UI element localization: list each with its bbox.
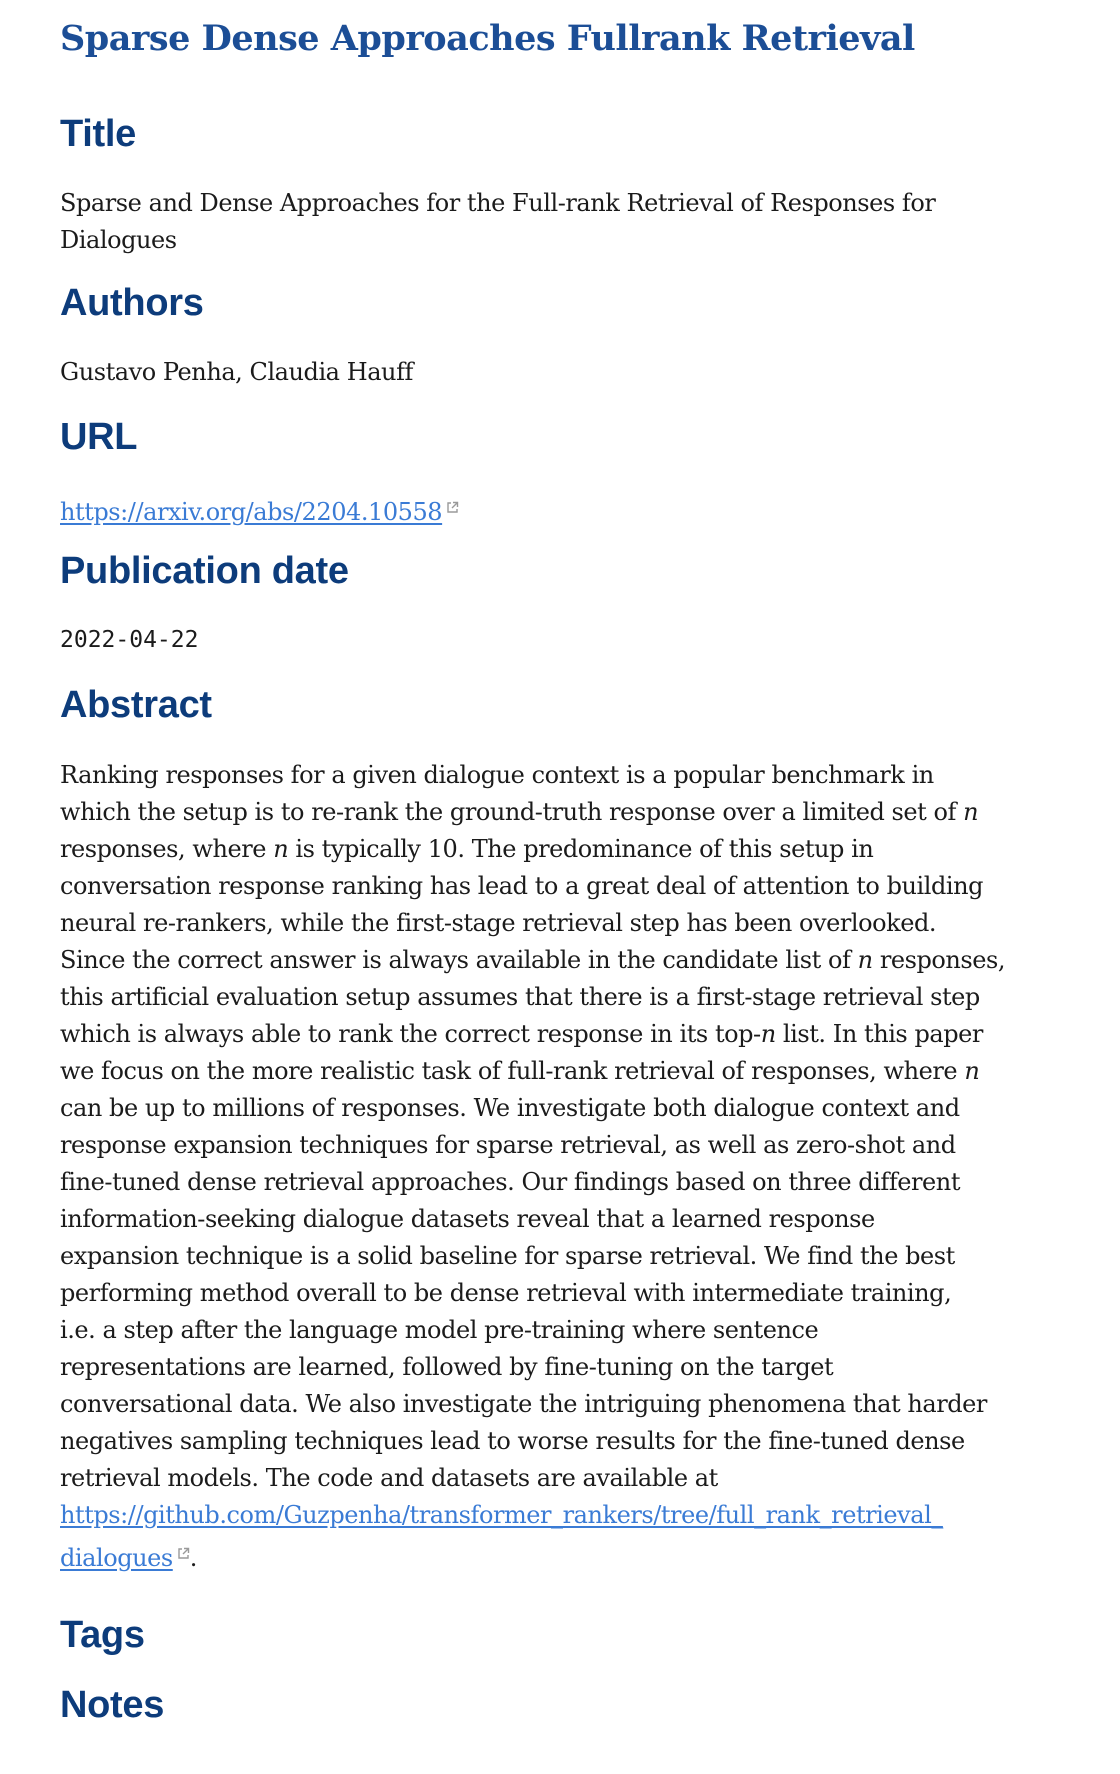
math-n: n [964, 1057, 980, 1085]
publication-date-value: 2022-04-22 [60, 627, 199, 653]
abstract-line: Since the correct answer is always available in the candidate list of n responses, [60, 946, 1006, 974]
tags-heading: Tags [60, 1614, 145, 1656]
abstract-line: response expansion techniques for sparse retrieval, as well as zero-shot and [60, 1131, 956, 1159]
abstract-line: negatives sampling techniques lead to worse results for the fine-tuned dense [60, 1427, 965, 1455]
abstract-heading: Abstract [60, 684, 212, 726]
github-link-part-1[interactable]: https://github.com/Guzpenha/transformer_rankers/tree/full_rank_retrieval_ [60, 1501, 943, 1529]
abstract-line [60, 1497, 1060, 1534]
abstract-line: this artificial evaluation setup assumes that there is a first-stage retrieval step [60, 983, 980, 1011]
abstract-line: dialogues . [60, 1534, 1060, 1577]
paper-title-line: Sparse and Dense Approaches for the Full-rank Retrieval of Responses for [60, 189, 936, 217]
abstract-line: which the setup is to re-rank the ground-truth response over a limited set of n [60, 798, 979, 826]
notes-heading: Notes [60, 1684, 165, 1726]
page-title: Sparse Dense Approaches Fullrank Retrieval [60, 18, 915, 59]
abstract-line: retrieval models. The code and datasets are available at [60, 1464, 718, 1492]
abstract-text [60, 757, 1060, 1577]
abstract-line: can be up to millions of responses. We investigate both dialogue context and [60, 1094, 960, 1122]
abstract-line: responses, where n is typically 10. The predominance of this setup in [60, 835, 874, 863]
abstract-line: conversational data. We also investigate the intriguing phenomena that harder [60, 1390, 987, 1418]
authors-text: Gustavo Penha, Claudia Hauff [60, 358, 413, 386]
arxiv-link[interactable]: https://arxiv.org/abs/2204.10558 [60, 498, 443, 526]
abstract-line: expansion technique is a solid baseline for sparse retrieval. We find the best [60, 1242, 955, 1270]
math-n: n [760, 1020, 776, 1048]
title-heading: Title [60, 113, 136, 155]
abstract-line: representations are learned, followed by fine-tuning on the target [60, 1353, 834, 1381]
abstract-line: information-seeking dialogue datasets reveal that a learned response [60, 1205, 875, 1233]
abstract-line: performing method overall to be dense retrieval with intermediate training, [60, 1279, 952, 1307]
abstract-line: we focus on the more realistic task of full-rank retrieval of responses, where n [60, 1057, 980, 1085]
authors-heading: Authors [60, 282, 204, 324]
math-n: n [857, 946, 873, 974]
github-link-part-2[interactable]: dialogues [60, 1544, 173, 1572]
url-heading: URL [60, 416, 138, 458]
abstract-line: which is always able to rank the correct response in its top-n list. In this paper [60, 1020, 983, 1048]
abstract-line: fine-tuned dense retrieval approaches. Our findings based on three different [60, 1168, 961, 1196]
abstract-line: neural re-rankers, while the first-stage retrieval step has been overlooked. [60, 909, 937, 937]
abstract-line: i.e. a step after the language model pre-training where sentence [60, 1316, 819, 1344]
external-link-icon [177, 1534, 190, 1571]
paper-title-line: Dialogues [60, 226, 177, 254]
abstract-line: conversation response ranking has lead to a great deal of attention to building [60, 872, 984, 900]
math-n: n [273, 835, 289, 863]
publication-date-heading: Publication date [60, 550, 349, 592]
external-link-icon [446, 488, 459, 525]
abstract-line: Ranking responses for a given dialogue context is a popular benchmark in [60, 761, 934, 789]
url-paragraph [60, 488, 1060, 531]
paper-title [60, 185, 1060, 259]
math-n: n [963, 798, 979, 826]
